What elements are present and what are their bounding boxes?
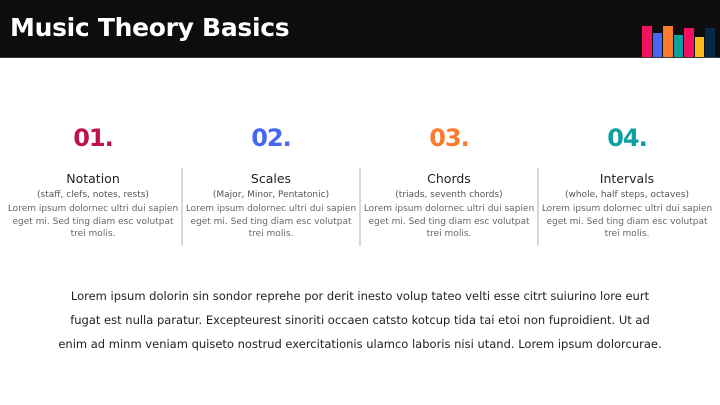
step-number: 03. [429,124,469,152]
bar [663,26,673,57]
bar [642,26,652,57]
step-notation [5,120,181,241]
bar [705,28,715,57]
step-description: Lorem ipsum dolornec ultri dui sapien eget mi. Sed ting diam esc volutpat trei molis. [185,204,357,239]
bar [695,37,704,57]
step-number: 01. [73,124,113,152]
steps-row [0,120,720,250]
slide-title: Music Theory Basics [10,13,290,42]
step-description: Lorem ipsum dolornec ultri dui sapien eget mi. Sed ting diam esc volutpat trei molis. [7,204,179,239]
step-scales [183,120,359,241]
step-chords [361,120,537,241]
body-paragraph: Lorem ipsum dolorin sin sondor reprehe por derit inesto volup tateo velti esse citrt suiurino lore eurt fugat est nulla paratur. Excepteurest sinoriti occaen catsto kotcup tida tai etoi non fuproidient. Ut ad enim ad minm veniam quiseto nostrud exercitationis ulamco laboris nisi utand. Lorem ipsum dolorcurae. [58,289,662,351]
bar [674,35,683,57]
step-title: Notation [66,171,120,186]
step-description: Lorem ipsum dolornec ultri dui sapien eget mi. Sed ting diam esc volutpat trei molis. [363,204,535,239]
title-bar [0,0,720,58]
bar [684,28,694,57]
step-subtitle: (staff, clefs, notes, rests) [37,190,149,200]
bar [653,33,662,57]
equalizer-bars-icon [0,0,720,57]
step-subtitle: (whole, half steps, octaves) [564,190,690,200]
step-number: 04. [607,124,647,152]
step-title: Scales [250,171,292,186]
step-number: 02. [251,124,291,152]
step-title: Intervals [599,171,655,186]
step-title: Chords [427,171,471,186]
step-description: Lorem ipsum dolornec ultri dui sapien eget mi. Sed ting diam esc volutpat trei molis. [541,204,713,239]
step-subtitle: (triads, seventh chords) [395,190,503,200]
step-intervals [539,120,715,241]
step-subtitle: (Major, Minor, Pentatonic) [212,190,330,200]
